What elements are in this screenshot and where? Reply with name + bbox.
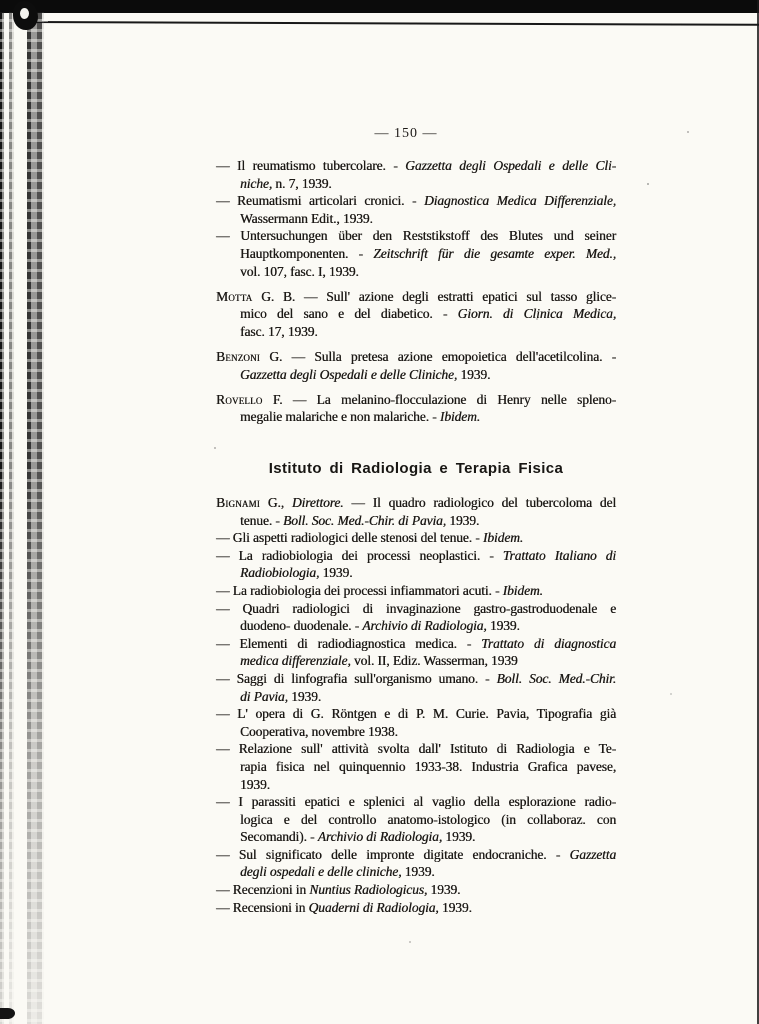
bibliography-entry: [216, 192, 616, 227]
text-line: — Relazione sull' attività svolta dall' Istituto di Radiologia e Te-: [216, 741, 616, 757]
text-line: Radiobiologia, 1939.: [240, 565, 353, 581]
text-line: rapia fisica nel quinquennio 1933-38. Industria Grafica pavese,: [240, 758, 616, 774]
text-line: Bignami G., Direttore. — Il quadro radiologico del tubercoloma del: [216, 495, 617, 510]
text-line: di Pavia, 1939.: [240, 688, 321, 704]
text-line: Motta G. B. — Sull' azione degli estratti epatici sul tasso glice-: [216, 288, 616, 304]
bibliography-entry: [216, 670, 616, 705]
text-line: Benzoni G. — Sulla pretesa azione emopoietica dell'acetilcolina. -: [216, 348, 616, 364]
bibliography-entry: [216, 881, 616, 899]
bibliography-section-radiologia: [216, 494, 616, 916]
text-line: tenue. - Boll. Soc. Med.-Chir. di Pavia, 1939.: [240, 512, 480, 528]
text-line: — Recensioni in Quaderni di Radiologia, 1939.: [216, 899, 472, 915]
bibliography-entry: [216, 288, 616, 341]
text-line: 1939.: [240, 776, 270, 792]
bibliography-entry: [216, 157, 616, 192]
section-heading: Istituto di Radiologia e Terapia Fisica: [268, 460, 564, 477]
text-line: — Il reumatismo tubercolare. - Gazzetta degli Ospedali e delle Cli-: [216, 158, 616, 173]
text-line: megalie malariche e non malariche. - Ibidem.: [240, 409, 480, 425]
text-line: — I parassiti epatici e splenici al vaglio della esplorazione radio-: [216, 794, 616, 810]
bibliography-entry: [216, 494, 616, 529]
text-line: — Sul significato delle impronte digitate endocraniche. - Gazzetta: [216, 846, 616, 862]
text-line: Gazzetta degli Ospedali e delle Cliniche, 1939.: [240, 366, 491, 382]
scan-top-rule-line: [28, 21, 759, 26]
text-line: — Saggi di linfografia sull'organismo umano. - Boll. Soc. Med.-Chir.: [216, 670, 616, 686]
text-line: Rovello F. — La melanino-flocculazione di Henry nelle spleno-: [216, 391, 616, 407]
bibliography-entry: [216, 635, 616, 670]
bibliography-entry: [216, 705, 616, 740]
text-line: — Untersuchungen über den Reststikstoff des Blutes und seiner: [216, 228, 616, 244]
bibliography-entry: [216, 391, 616, 426]
bibliography-entry: [216, 529, 616, 547]
text-line: medica differenziale, vol. II, Ediz. Wasserman, 1939: [240, 653, 518, 669]
text-line: Cooperativa, novembre 1938.: [240, 723, 398, 739]
bibliography-entry: [216, 227, 616, 280]
text-line: vol. 107, fasc. I, 1939.: [240, 263, 359, 279]
text-line: — La radiobiologia dei processi neoplastici. - Trattato Italiano di: [216, 547, 616, 563]
text-line: — Gli aspetti radiologici delle stenosi del tenue. - Ibidem.: [216, 530, 524, 546]
text-line: niche, n. 7, 1939.: [240, 175, 332, 191]
page-number: — 150 —: [374, 126, 438, 141]
text-line: Wassermann Edit., 1939.: [240, 210, 373, 226]
bibliography-entry: [216, 582, 616, 600]
text-line: duodeno- duodenale. - Archivio di Radiologia, 1939.: [240, 618, 520, 634]
bibliography-entry: [216, 846, 616, 881]
text-line: — La radiobiologia dei processi infiammatori acuti. - Ibidem.: [216, 582, 543, 598]
bibliography-entry: [216, 348, 616, 383]
text-line: — Elementi di radiodiagnostica medica. - Trattato di diagnostica: [216, 635, 617, 651]
text-line: fasc. 17, 1939.: [240, 323, 318, 339]
bibliography-entry: [216, 547, 616, 582]
scan-speckles: [647, 183, 649, 185]
text-line: — Reumatismi articolari cronici. - Diagnostica Medica Differenziale,: [216, 193, 616, 209]
scan-top-edge: [0, 0, 759, 13]
text-line: Hauptkomponenten. - Zeitschrift für die gesamte exper. Med.,: [240, 245, 616, 261]
text-line: — Quadri radiologici di invaginazione gastro-gastroduodenale e: [216, 600, 616, 616]
bibliography-entry: [216, 899, 616, 917]
text-line: mico del sano e del diabetico. - Giorn. di Clinica Medica,: [240, 306, 617, 322]
scan-left-gutter-edge: [0, 12, 48, 1024]
bibliography-entry: [216, 793, 616, 846]
bibliography-entry: [216, 600, 616, 635]
text-line: Secomandi). - Archivio di Radiologia, 1939.: [240, 829, 476, 845]
text-line: logica e del controllo anatomo-istologico (in collaboraz. con: [240, 811, 616, 827]
bibliography-section-continuation: [216, 157, 616, 426]
scan-corner-blot-hole: [20, 8, 29, 19]
text-line: degli ospedali e delle cliniche, 1939.: [240, 864, 435, 880]
text-line: — Recenzioni in Nuntius Radiologicus, 1939.: [216, 882, 461, 898]
bibliography-entry: [216, 740, 616, 793]
text-line: — L' opera di G. Röntgen e di P. M. Curie. Pavia, Tipografia già: [216, 706, 616, 722]
